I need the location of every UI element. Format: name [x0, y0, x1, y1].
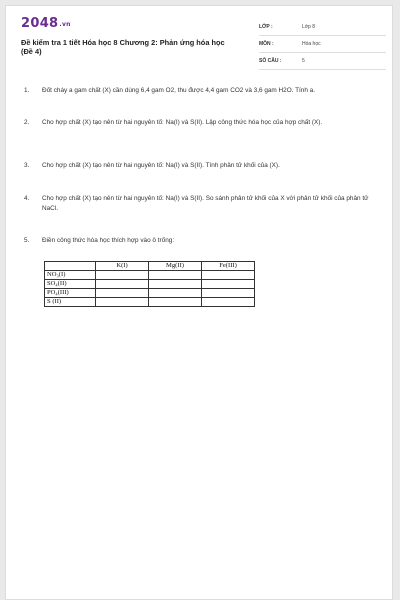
blank-answer-cell[interactable] [149, 289, 202, 298]
question-number: 3. [24, 162, 30, 169]
meta-row-subject [259, 38, 386, 53]
logo-text: 2048 [21, 16, 59, 31]
blank-answer-cell[interactable] [149, 280, 202, 289]
table-row-header: NO₃(I) [45, 271, 96, 280]
question-number: 2. [24, 119, 30, 126]
table-column-header: K(I) [96, 262, 149, 271]
question-number: 5. [24, 237, 30, 244]
table-row-header: PO₄(III) [45, 289, 96, 298]
table-header-row [45, 262, 255, 271]
blank-answer-cell[interactable] [96, 271, 149, 280]
blank-answer-cell[interactable] [96, 280, 149, 289]
meta-value: Hóa học [302, 41, 321, 47]
meta-key: LỚP : [259, 24, 273, 30]
blank-answer-cell[interactable] [96, 289, 149, 298]
question-item [24, 118, 379, 161]
question-text: Cho hợp chất (X) tạo nên từ hai nguyên tố: Na(I) và S(II). So sánh phân tử khối của X với phân tử khối của phân tử NaCl. [42, 195, 369, 212]
meta-key: MÔN : [259, 41, 274, 47]
fill-in-table [44, 261, 255, 307]
meta-row-count [259, 55, 386, 70]
question-item [24, 161, 379, 194]
table-row [45, 280, 255, 289]
table-row-header: SO₄(II) [45, 280, 96, 289]
blank-answer-cell[interactable] [149, 298, 202, 307]
meta-value: Lớp 8 [302, 24, 316, 30]
table-column-header: Mg(II) [149, 262, 202, 271]
question-text: Đốt cháy a gam chất (X) cần dùng 6,4 gam O2, thu được 4,4 gam CO2 và 3,6 gam H2O. Tính a. [42, 87, 315, 94]
question-text: Điền công thức hóa học thích hợp vào ô trống: [42, 237, 175, 244]
question-list [24, 86, 379, 256]
question-item [24, 194, 379, 236]
question-item [24, 236, 379, 256]
question-text: Cho hợp chất (X) tạo nên từ hai nguyên tố: Na(I) và S(II). Lập công thức hóa học của hợp chất (X). [42, 119, 323, 126]
blank-answer-cell[interactable] [202, 271, 255, 280]
table-row-header: S (II) [45, 298, 96, 307]
table-row [45, 298, 255, 307]
site-logo[interactable] [21, 16, 71, 31]
blank-answer-cell[interactable] [202, 298, 255, 307]
question-text: Cho hợp chất (X) tạo nên từ hai nguyên tố: Na(I) và S(II). Tính phân tử khối của (X). [42, 162, 280, 169]
document-header [21, 16, 386, 66]
blank-answer-cell[interactable] [202, 289, 255, 298]
blank-answer-cell[interactable] [202, 280, 255, 289]
blank-answer-cell[interactable] [96, 298, 149, 307]
exam-meta [259, 21, 386, 72]
question-number: 1. [24, 87, 30, 94]
meta-key: SỐ CÂU : [259, 58, 282, 64]
exam-title: Đề kiểm tra 1 tiết Hóa học 8 Chương 2: Phản ứng hóa học (Đề 4) [21, 38, 225, 56]
blank-answer-cell[interactable] [149, 271, 202, 280]
table-column-header: Fe(III) [202, 262, 255, 271]
question-item [24, 86, 379, 118]
meta-row-class [259, 21, 386, 36]
question-number: 4. [24, 195, 30, 202]
table-row [45, 289, 255, 298]
meta-value: 5 [302, 58, 305, 64]
document-page [5, 5, 393, 600]
table-row [45, 271, 255, 280]
table-corner-cell [45, 262, 96, 271]
logo-tld: .vn [59, 21, 71, 28]
